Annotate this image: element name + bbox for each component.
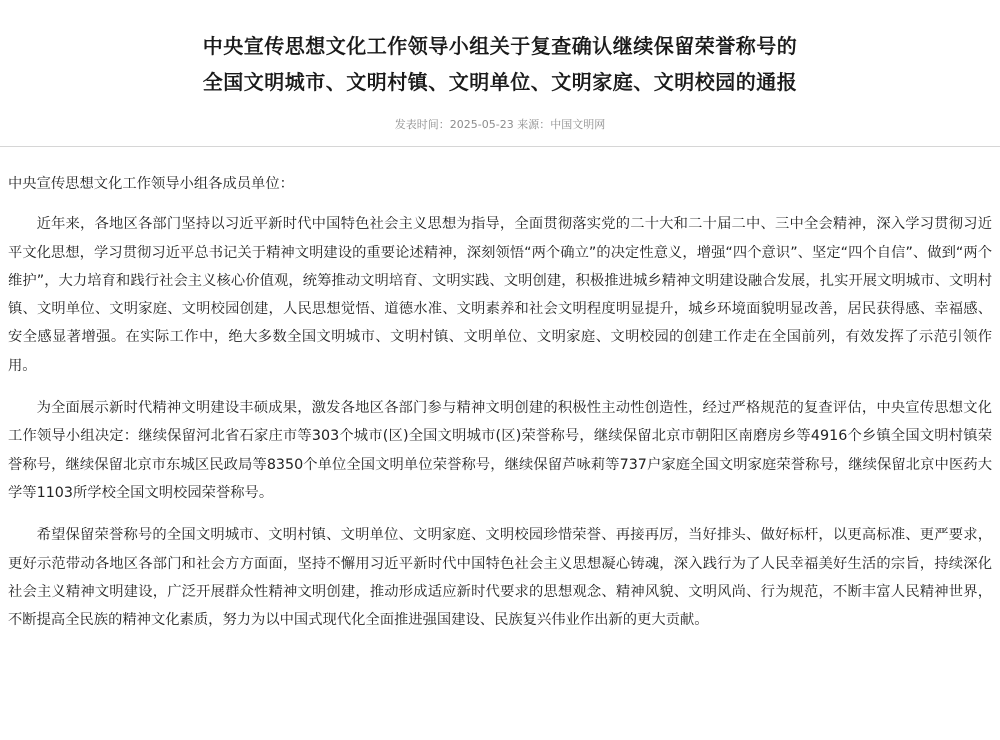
paragraph-2: 为全面展示新时代精神文明建设丰硕成果，激发各地区各部门参与精神文明创建的积极性主动性创造性，经过严格规范的复查评估，中央宣传思想文化工作领导小组决定：继续保留河北省石家庄市等303个城市(区)全国文明城市(区)荣誉称号，继续保留北京市朝阳区南磨房乡等4916个乡镇全国文明村镇荣誉称号，继续保留北京市东城区民政局等8350个单位全国文明单位荣誉称号，继续保留芦咏莉等737户家庭全国文明家庭荣誉称号，继续保留北京中医药大学等1103所学校全国文明校园荣誉称号。 xyxy=(8,400,992,501)
article-title-line-2: 全国文明城市、文明村镇、文明单位、文明家庭、文明校园的通报 xyxy=(202,70,798,94)
article-meta xyxy=(0,116,1000,134)
article-body xyxy=(8,170,992,648)
publish-date: 2025-05-23 xyxy=(449,118,514,131)
paragraph-1: 近年来，各地区各部门坚持以习近平新时代中国特色社会主义思想为指导，全面贯彻落实党的二十大和二十届二中、三中全会精神，深入学习贯彻习近平文化思想，学习贯彻习近平总书记关于精神文明建设的重要论述精神，深刻领悟“两个确立”的决定性意义，增强“四个意识”、坚定“四个自信”、做到“两个维护”，大力培育和践行社会主义核心价值观，统筹推动文明培育、文明实践、文明创建，积极推进城乡精神文明建设融合发展，扎实开展文明城市、文明村镇、文明单位、文明家庭、文明校园创建，人民思想觉悟、道德水准、文明素养和社会文明程度明显提升，城乡环境面貌明显改善，居民获得感、幸福感、安全感显著增强。在实际工作中，绝大多数全国文明城市、文明村镇、文明单位、文明家庭、文明校园的创建工作走在全国前列，有效发挥了示范引领作用。 xyxy=(8,216,992,374)
source-label: 来源： xyxy=(517,118,551,131)
salutation: 中央宣传思想文化工作领导小组各成员单位： xyxy=(8,176,294,192)
article-title-line-1: 中央宣传思想文化工作领导小组关于复查确认继续保留荣誉称号的 xyxy=(202,34,798,58)
publish-label: 发表时间： xyxy=(394,118,450,131)
source-name: 中国文明网 xyxy=(550,118,606,131)
header-divider xyxy=(0,146,1000,147)
article-header xyxy=(0,0,1000,134)
paragraph-3: 希望保留荣誉称号的全国文明城市、文明村镇、文明单位、文明家庭、文明校园珍惜荣誉、再接再厉，当好排头、做好标杆，以更高标准、更严要求，更好示范带动各地区各部门和社会方方面面，坚持不懈用习近平新时代中国特色社会主义思想凝心铸魂，深入践行为了人民幸福美好生活的宗旨，持续深化社会主义精神文明建设，广泛开展群众性精神文明创建，推动形成适应新时代要求的思想观念、精神风貌、文明风尚、行为规范，不断丰富人民精神世界，不断提高全民族的精神文化素质，努力为以中国式现代化全面推进强国建设、民族复兴伟业作出新的更大贡献。 xyxy=(8,527,992,629)
